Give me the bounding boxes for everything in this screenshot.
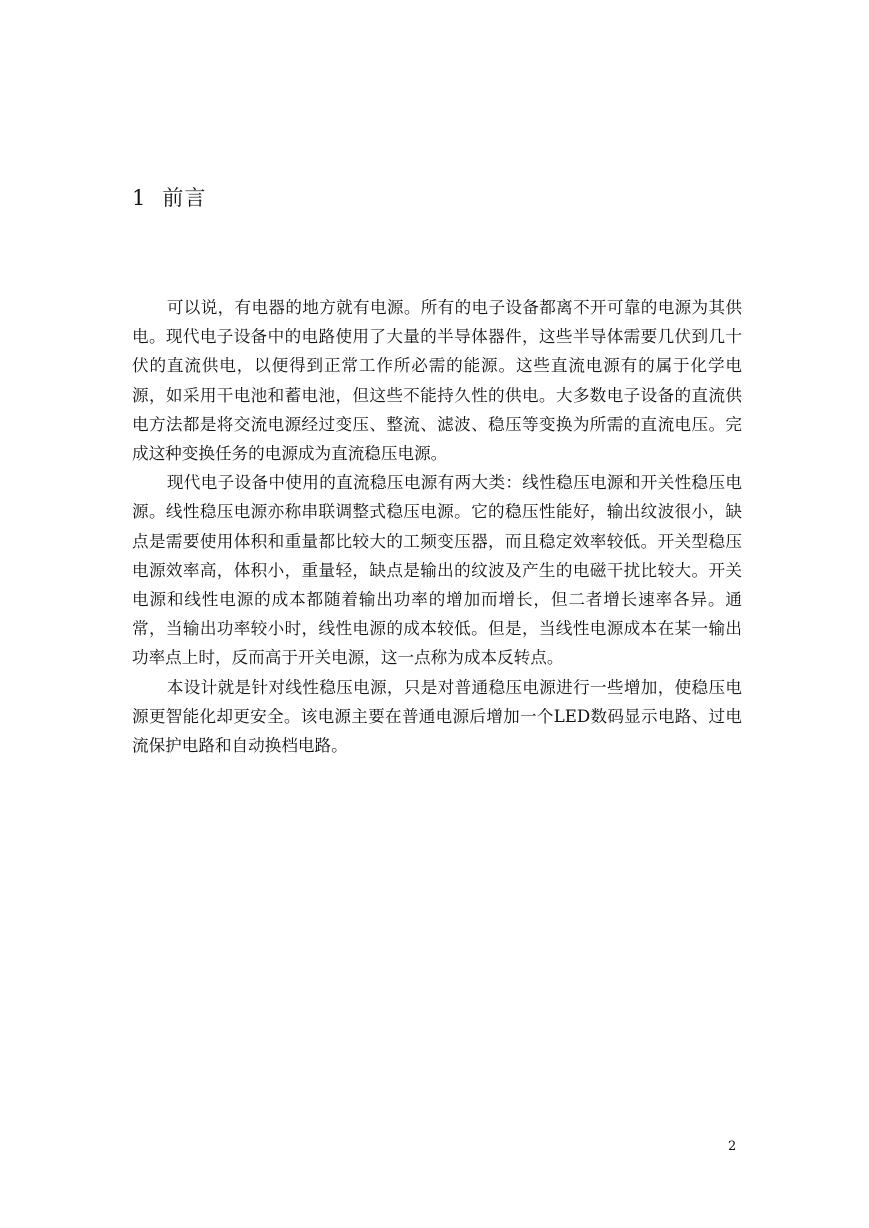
page-number: 2 <box>728 1139 737 1154</box>
paragraph-2: 现代电子设备中使用的直流稳压电源有两大类：线性稳压电源和开关性稳压电源。线性稳压电源亦称串联调整式稳压电源。它的稳压性能好，输出纹波很小，缺点是需要使用体积和重量都比较大的工频变压器，而且稳定效率较低。开关型稳压电源效率高，体积小，重量轻，缺点是输出的纹波及产生的电磁干扰比较大。开关电源和线性电源的成本都随着输出功率的增加而增长，但二者增长速率各异。通常，当输出功率较小时，线性电源的成本较低。但是，当线性电源成本在某一输出功率点上时，反而高于开关电源，这一点称为成本反转点。 <box>132 473 742 668</box>
paragraph-1: 可以说，有电器的地方就有电源。所有的电子设备都离不开可靠的电源为其供电。现代电子设备中的电路使用了大量的半导体器件，这些半导体需要几伏到几十伏的直流供电，以便得到正常工作所必需的能源。这些直流电源有的属于化学电源，如采用干电池和蓄电池，但这些不能持久性的供电。大多数电子设备的直流供电方法都是将交流电源经过变压、整流、滤波、稳压等变换为所需的直流电压。完成这种变换任务的电源成为直流稳压电源。 <box>132 298 742 464</box>
section-number: 1 <box>132 186 147 210</box>
paragraph-3: 本设计就是针对线性稳压电源，只是对普通稳压电源进行一些增加，使稳压电源更智能化却更安全。该电源主要在普通电源后增加一个LED数码显示电路、过电流保护电路和自动换档电路。 <box>132 677 742 756</box>
section-title: 前言 <box>162 186 207 210</box>
section-heading <box>132 184 206 212</box>
body-text <box>132 293 742 760</box>
